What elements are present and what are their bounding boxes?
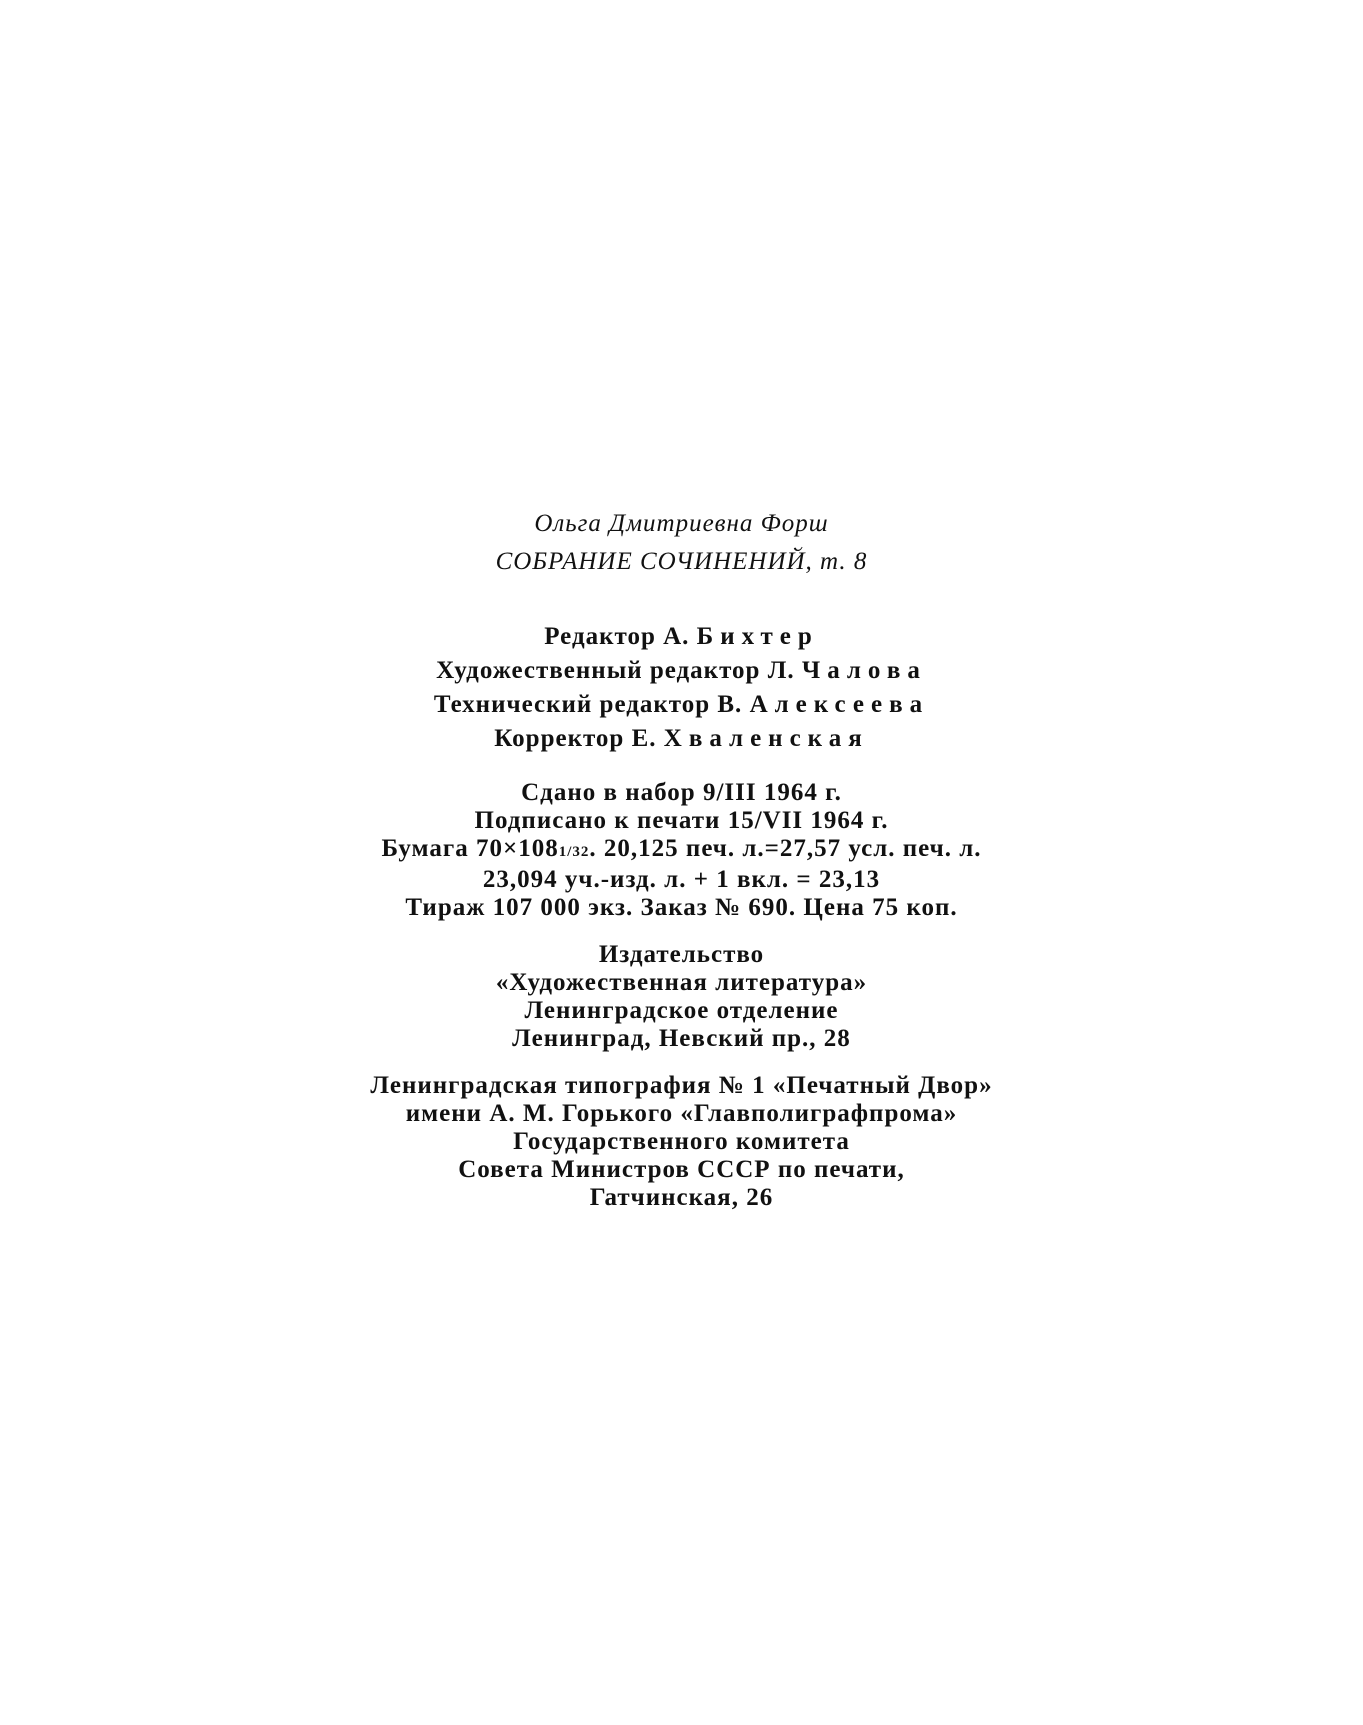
staff-role: Редактор — [544, 623, 656, 650]
staff-initial: В. — [717, 691, 743, 718]
staff-role: Художественный редактор — [436, 657, 761, 684]
publishing-sheets: 23,094 уч.-изд. л. + 1 вкл. = 23,13 — [482, 866, 881, 893]
publisher-line: Издательство — [598, 941, 765, 968]
publisher-info — [0, 941, 1363, 1053]
staff-surname: Чалова — [801, 657, 927, 684]
print-details — [0, 779, 1363, 922]
staff-credits — [0, 620, 1363, 756]
signed-date: Подписано к печати 15/VII 1964 г. — [474, 807, 889, 834]
staff-surname: Хваленская — [663, 725, 869, 752]
staff-line-editor — [0, 620, 1363, 654]
paper-format-text: Бумага 70×108 — [381, 835, 559, 862]
staff-surname: Алексеева — [749, 691, 930, 718]
printer-line: Совета Министров СССР по печати, — [458, 1156, 905, 1183]
title-block — [0, 505, 1363, 581]
staff-initial: А. — [663, 623, 690, 650]
staff-line-art-editor — [0, 654, 1363, 688]
paper-format-fraction: 1/32 — [558, 844, 590, 860]
typeset-date: Сдано в набор 9/III 1964 г. — [521, 779, 842, 806]
printing-house-info — [0, 1072, 1363, 1212]
author-name: Ольга Дмитриевна Форш — [534, 510, 829, 537]
staff-initial: Е. — [631, 725, 657, 752]
printer-line: Государственного комитета — [513, 1128, 850, 1155]
staff-role: Технический редактор — [433, 691, 711, 718]
paper-format — [0, 835, 1363, 866]
work-title: СОБРАНИЕ СОЧИНЕНИЙ, т. 8 — [495, 548, 868, 575]
staff-initial: Л. — [767, 657, 795, 684]
paper-format-sheets: . 20,125 печ. л.=27,57 усл. печ. л. — [589, 835, 982, 862]
publisher-line: «Художественная литература» — [495, 969, 868, 996]
staff-line-proofreader — [0, 722, 1363, 756]
publisher-line: Ленинградское отделение — [524, 997, 839, 1024]
printer-line: Гатчинская, 26 — [589, 1184, 774, 1211]
staff-line-tech-editor — [0, 688, 1363, 722]
publisher-line: Ленинград, Невский пр., 28 — [512, 1025, 851, 1052]
printer-line: Ленинградская типография № 1 «Печатный Двор» — [370, 1072, 993, 1099]
printer-line: имени А. М. Горького «Главполиграфпрома» — [405, 1100, 958, 1127]
staff-role: Корректор — [494, 725, 625, 752]
print-run: Тираж 107 000 экз. Заказ № 690. Цена 75 коп. — [405, 894, 958, 921]
staff-surname: Бихтер — [696, 623, 819, 650]
